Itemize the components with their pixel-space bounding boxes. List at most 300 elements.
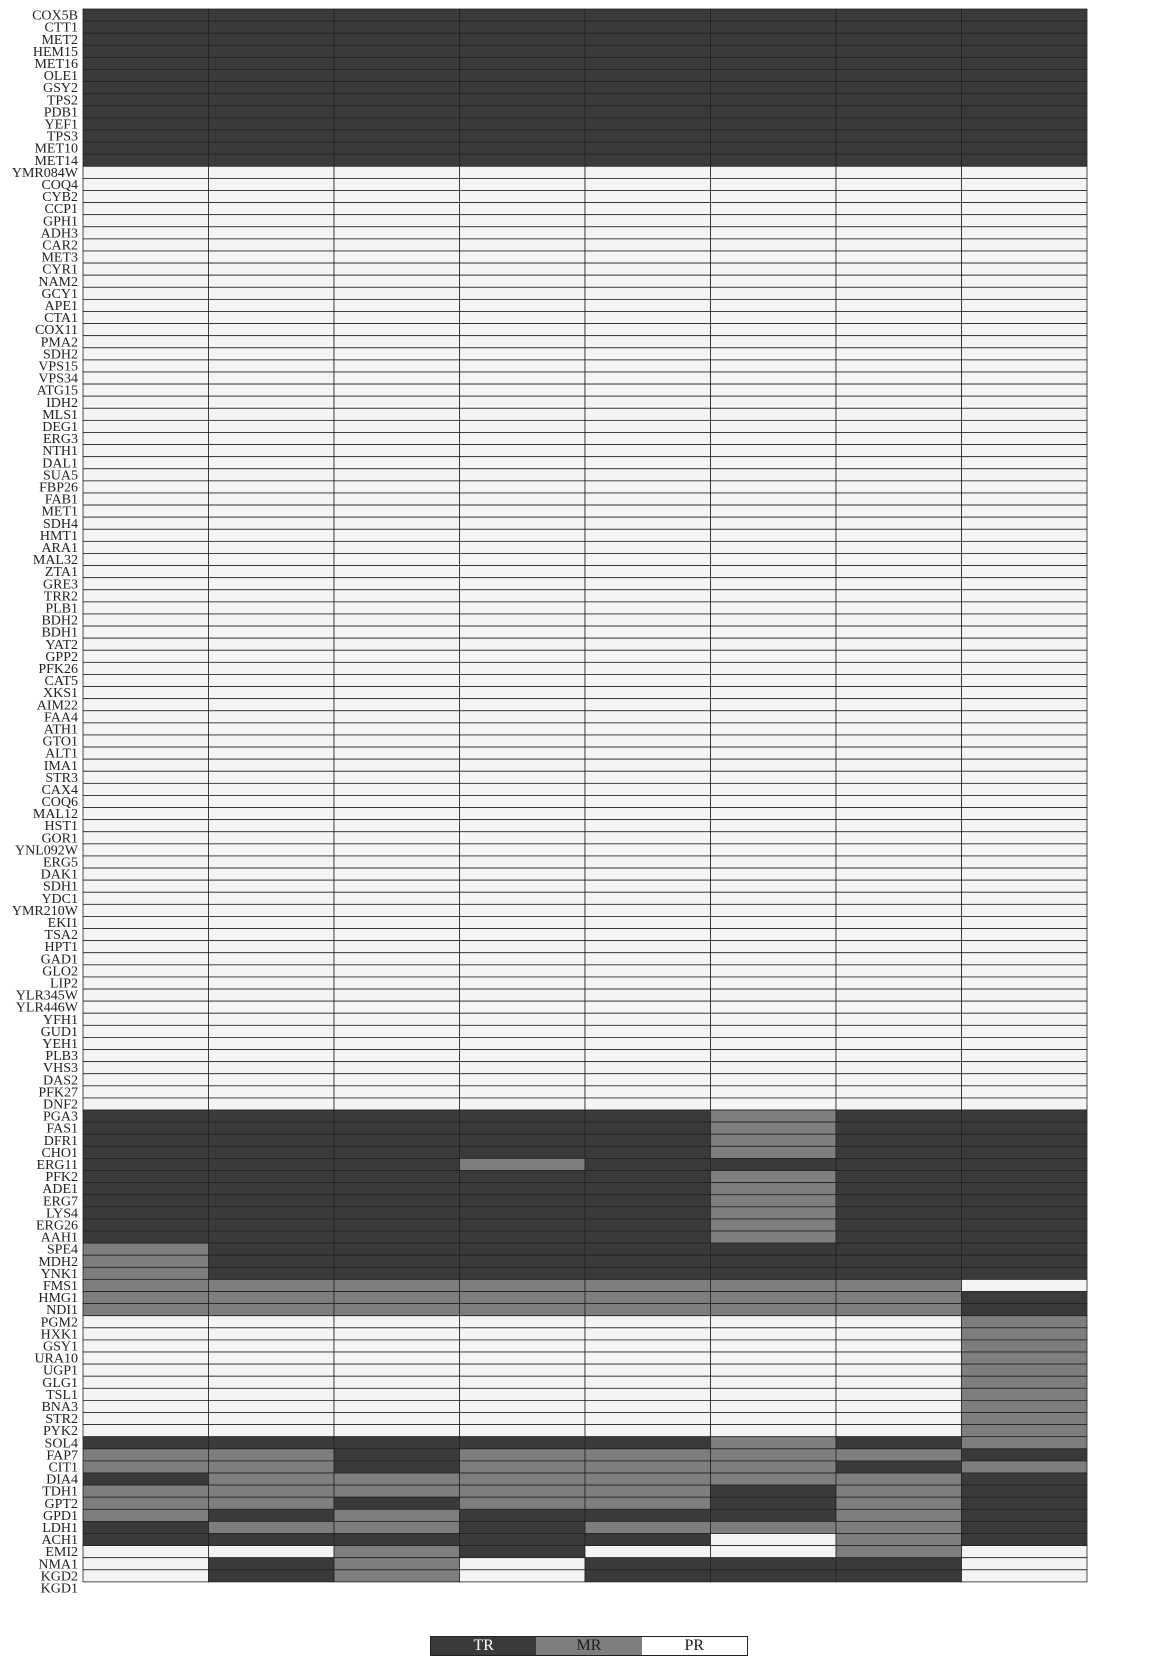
heatmap-cell <box>334 626 460 638</box>
heatmap-cell <box>209 432 335 444</box>
heatmap-cell <box>334 94 460 106</box>
heatmap-cell <box>334 1558 460 1570</box>
heatmap-cell <box>836 372 962 384</box>
heatmap-cell <box>711 1037 837 1049</box>
heatmap-cell <box>962 1050 1088 1062</box>
heatmap-cell <box>711 1013 837 1025</box>
heatmap-cell <box>585 505 711 517</box>
heatmap-cell <box>962 481 1088 493</box>
heatmap-cell <box>585 578 711 590</box>
heatmap-cell <box>585 227 711 239</box>
heatmap-cell <box>83 1364 209 1376</box>
heatmap-cell <box>585 868 711 880</box>
heatmap-cell <box>836 445 962 457</box>
heatmap-cell <box>83 311 209 323</box>
heatmap-cell <box>460 408 586 420</box>
heatmap-cell <box>836 808 962 820</box>
heatmap-cell <box>836 1255 962 1267</box>
heatmap-cell <box>334 1279 460 1291</box>
row-label: MET10 <box>34 141 78 157</box>
heatmap-cell <box>460 517 586 529</box>
heatmap-cell <box>711 1207 837 1219</box>
heatmap-cell <box>585 929 711 941</box>
heatmap-cell <box>962 1001 1088 1013</box>
heatmap-cell <box>836 929 962 941</box>
heatmap-cell <box>836 154 962 166</box>
row-label: YMR210W <box>11 903 78 919</box>
heatmap-cell <box>836 106 962 118</box>
heatmap-cell <box>83 1279 209 1291</box>
heatmap-cell <box>836 311 962 323</box>
heatmap-cell <box>209 215 335 227</box>
heatmap-cell <box>711 384 837 396</box>
heatmap-cell <box>209 1352 335 1364</box>
heatmap-cell <box>334 1437 460 1449</box>
row-label: YAT2 <box>45 637 78 653</box>
heatmap-cell <box>209 1195 335 1207</box>
heatmap-cell <box>836 1546 962 1558</box>
heatmap-cell <box>711 481 837 493</box>
row-label: MET16 <box>34 56 78 72</box>
heatmap-cell <box>460 1570 586 1582</box>
row-label: COQ4 <box>41 177 78 193</box>
heatmap-cell <box>962 674 1088 686</box>
row-label: DNF2 <box>42 1097 78 1113</box>
heatmap-cell <box>460 783 586 795</box>
row-label: GTO1 <box>42 734 78 750</box>
row-label: STR3 <box>45 770 78 786</box>
heatmap-cell <box>962 808 1088 820</box>
heatmap-cell <box>585 118 711 130</box>
heatmap-cell <box>962 904 1088 916</box>
heatmap-cell <box>460 1110 586 1122</box>
heatmap-cell <box>962 324 1088 336</box>
heatmap-cell <box>585 1231 711 1243</box>
heatmap-cell <box>460 1558 586 1570</box>
heatmap-cell <box>209 408 335 420</box>
heatmap-cell <box>460 457 586 469</box>
heatmap-cell <box>585 844 711 856</box>
heatmap-cell <box>962 154 1088 166</box>
heatmap-cell <box>83 33 209 45</box>
row-label: HXK1 <box>40 1327 78 1343</box>
heatmap-cell <box>460 1376 586 1388</box>
heatmap-cell <box>334 1195 460 1207</box>
heatmap-cell <box>962 1255 1088 1267</box>
heatmap-cell <box>83 989 209 1001</box>
heatmap-cell <box>209 626 335 638</box>
heatmap-cell <box>209 832 335 844</box>
heatmap-cell <box>460 1546 586 1558</box>
heatmap-cell <box>334 1171 460 1183</box>
heatmap-cell <box>585 759 711 771</box>
heatmap-cell <box>962 662 1088 674</box>
heatmap-cell <box>83 614 209 626</box>
heatmap-cell <box>334 566 460 578</box>
heatmap-cell <box>83 626 209 638</box>
heatmap-cell <box>711 505 837 517</box>
heatmap-cell <box>711 723 837 735</box>
heatmap-cell <box>711 94 837 106</box>
heatmap-cell <box>334 638 460 650</box>
heatmap-cell <box>836 1304 962 1316</box>
heatmap-cell <box>460 396 586 408</box>
row-label: ADH3 <box>40 226 78 242</box>
heatmap-cell <box>962 1267 1088 1279</box>
row-label: DEG1 <box>42 419 78 435</box>
heatmap-cell <box>836 57 962 69</box>
row-label: PGM2 <box>40 1315 78 1331</box>
heatmap-cell <box>836 130 962 142</box>
heatmap-cell <box>711 759 837 771</box>
heatmap-cell <box>334 1534 460 1546</box>
heatmap-cell <box>209 638 335 650</box>
row-label: GPD1 <box>42 1508 78 1524</box>
heatmap-cell <box>209 1292 335 1304</box>
heatmap-cell <box>460 747 586 759</box>
heatmap-cell <box>83 166 209 178</box>
heatmap-cell <box>585 820 711 832</box>
heatmap-cell <box>711 517 837 529</box>
heatmap-cell <box>585 106 711 118</box>
heatmap-cell <box>962 1485 1088 1497</box>
row-label: GUD1 <box>40 1024 78 1040</box>
heatmap-cell <box>334 856 460 868</box>
heatmap-cell <box>83 360 209 372</box>
heatmap-cell <box>836 118 962 130</box>
heatmap-cell <box>460 203 586 215</box>
heatmap-cell <box>460 9 586 21</box>
heatmap-cell <box>334 263 460 275</box>
heatmap-cell <box>334 251 460 263</box>
heatmap-cell <box>711 783 837 795</box>
heatmap-cell <box>83 929 209 941</box>
heatmap-cell <box>585 941 711 953</box>
heatmap-cell <box>711 1534 837 1546</box>
row-label: DIA4 <box>46 1472 78 1488</box>
row-label: BDH2 <box>41 613 78 629</box>
heatmap-cell <box>460 989 586 1001</box>
heatmap-cell <box>836 1086 962 1098</box>
heatmap-cell <box>209 336 335 348</box>
heatmap-cell <box>585 251 711 263</box>
heatmap-cell <box>460 614 586 626</box>
heatmap-cell <box>962 118 1088 130</box>
heatmap-cell <box>460 1437 586 1449</box>
heatmap-cell <box>711 868 837 880</box>
heatmap-cell <box>836 1134 962 1146</box>
heatmap-cell <box>585 1413 711 1425</box>
heatmap-cell <box>711 1376 837 1388</box>
heatmap-cell <box>334 69 460 81</box>
heatmap-cell <box>83 795 209 807</box>
heatmap-cell <box>962 1074 1088 1086</box>
heatmap-cell <box>585 662 711 674</box>
heatmap-cell <box>962 287 1088 299</box>
row-label: CHO1 <box>41 1145 78 1161</box>
heatmap-cell <box>209 1255 335 1267</box>
heatmap-cell <box>460 432 586 444</box>
heatmap-cell <box>334 553 460 565</box>
heatmap-cell <box>585 1267 711 1279</box>
heatmap-cell <box>460 154 586 166</box>
heatmap-cell <box>460 856 586 868</box>
heatmap-cell <box>334 735 460 747</box>
heatmap-cell <box>334 529 460 541</box>
row-label: PFK27 <box>38 1085 78 1101</box>
heatmap-cell <box>585 1388 711 1400</box>
heatmap-cell <box>711 1400 837 1412</box>
heatmap-cell <box>962 493 1088 505</box>
heatmap-cell <box>83 759 209 771</box>
heatmap-cell <box>83 1050 209 1062</box>
heatmap-cell <box>460 904 586 916</box>
heatmap-cell <box>836 493 962 505</box>
heatmap-cell <box>460 287 586 299</box>
heatmap-cell <box>83 1267 209 1279</box>
heatmap-cell <box>585 1219 711 1231</box>
heatmap-cell <box>334 541 460 553</box>
heatmap-cell <box>460 1134 586 1146</box>
heatmap-cell <box>334 1461 460 1473</box>
row-label: TPS3 <box>46 129 78 145</box>
row-label: VPS15 <box>38 359 78 375</box>
heatmap-cell <box>460 1098 586 1110</box>
heatmap-cell <box>209 1437 335 1449</box>
heatmap-cell <box>836 965 962 977</box>
heatmap-cell <box>334 904 460 916</box>
heatmap-cell <box>836 239 962 251</box>
heatmap-cell <box>83 1207 209 1219</box>
heatmap-cell <box>585 166 711 178</box>
heatmap-cell <box>711 892 837 904</box>
heatmap-cell <box>460 94 586 106</box>
row-label: CTT1 <box>44 20 78 36</box>
heatmap-cell <box>209 324 335 336</box>
heatmap-cell <box>334 1037 460 1049</box>
heatmap-cell <box>962 94 1088 106</box>
heatmap-cell <box>836 590 962 602</box>
row-label: PLB1 <box>45 601 78 617</box>
heatmap-cell <box>209 178 335 190</box>
row-label: YLR446W <box>15 1000 78 1016</box>
heatmap-cell <box>460 1037 586 1049</box>
heatmap-cell <box>962 57 1088 69</box>
heatmap-cell <box>83 215 209 227</box>
heatmap-cell <box>460 348 586 360</box>
row-label: ERG11 <box>36 1158 78 1174</box>
row-label: SPE4 <box>46 1242 78 1258</box>
heatmap-cell <box>460 699 586 711</box>
heatmap-cell <box>83 662 209 674</box>
heatmap-cell <box>585 299 711 311</box>
heatmap-cell <box>836 1388 962 1400</box>
heatmap-cell <box>962 408 1088 420</box>
heatmap-cell <box>836 735 962 747</box>
row-label: HMT1 <box>39 528 78 544</box>
heatmap-cell <box>209 1098 335 1110</box>
heatmap-cell <box>209 566 335 578</box>
heatmap-cell <box>83 1074 209 1086</box>
heatmap-cell <box>711 1171 837 1183</box>
heatmap-cell <box>460 130 586 142</box>
heatmap-cell <box>962 469 1088 481</box>
heatmap-cell <box>585 130 711 142</box>
heatmap-cell <box>962 578 1088 590</box>
heatmap-cell <box>585 1340 711 1352</box>
heatmap-cell <box>962 396 1088 408</box>
heatmap-cell <box>209 1340 335 1352</box>
heatmap-cell <box>334 118 460 130</box>
heatmap-cell <box>460 1521 586 1533</box>
heatmap-cell <box>962 21 1088 33</box>
heatmap-cell <box>836 1037 962 1049</box>
heatmap-cell <box>460 21 586 33</box>
heatmap-cell <box>209 808 335 820</box>
heatmap-cell <box>460 832 586 844</box>
heatmap-cell <box>836 1292 962 1304</box>
heatmap-cell <box>585 1425 711 1437</box>
heatmap-cell <box>585 892 711 904</box>
heatmap-cell <box>962 1316 1088 1328</box>
heatmap-cell <box>83 1231 209 1243</box>
heatmap-cell <box>460 1255 586 1267</box>
heatmap-cell <box>711 360 837 372</box>
heatmap-cell <box>83 783 209 795</box>
row-label: DFR1 <box>43 1133 78 1149</box>
heatmap-cell <box>460 324 586 336</box>
heatmap-cell <box>460 590 586 602</box>
row-label: NDI1 <box>46 1303 78 1319</box>
heatmap-cell <box>209 1449 335 1461</box>
row-label: FAP7 <box>46 1448 78 1464</box>
heatmap-cell <box>836 420 962 432</box>
heatmap-cell <box>334 1231 460 1243</box>
row-label: PFK2 <box>45 1170 78 1186</box>
heatmap-cell <box>460 1001 586 1013</box>
heatmap-cell <box>83 493 209 505</box>
heatmap-cell <box>585 614 711 626</box>
heatmap-cell <box>83 856 209 868</box>
heatmap-cell <box>836 396 962 408</box>
row-label: CAT5 <box>44 674 78 690</box>
heatmap-cell <box>209 723 335 735</box>
heatmap-cell <box>962 1279 1088 1291</box>
heatmap-cell <box>711 1025 837 1037</box>
heatmap-cell <box>334 396 460 408</box>
heatmap-cell <box>836 1062 962 1074</box>
row-label: PYK2 <box>42 1424 78 1440</box>
row-label: AIM22 <box>36 698 78 714</box>
heatmap-cell <box>83 517 209 529</box>
heatmap-cell <box>460 299 586 311</box>
heatmap-cell <box>962 1207 1088 1219</box>
heatmap-cell <box>962 372 1088 384</box>
row-label: HPT1 <box>44 940 78 956</box>
heatmap-cell <box>836 723 962 735</box>
heatmap-cell <box>334 578 460 590</box>
heatmap-cell <box>334 771 460 783</box>
heatmap-cell <box>460 360 586 372</box>
row-label: PMA2 <box>40 335 78 351</box>
heatmap-cell <box>836 989 962 1001</box>
heatmap-cell <box>711 1098 837 1110</box>
heatmap-cell <box>334 1413 460 1425</box>
heatmap-cell <box>836 1279 962 1291</box>
heatmap-cell <box>836 904 962 916</box>
heatmap-cell <box>711 251 837 263</box>
heatmap-cell <box>711 493 837 505</box>
heatmap-cell <box>962 360 1088 372</box>
heatmap-cell <box>83 771 209 783</box>
heatmap-cell <box>711 1122 837 1134</box>
row-label: TSA2 <box>44 928 78 944</box>
row-label: NMA1 <box>38 1557 78 1573</box>
heatmap-cell <box>711 239 837 251</box>
heatmap-cell <box>334 82 460 94</box>
heatmap-cell <box>460 1449 586 1461</box>
heatmap-cell <box>83 106 209 118</box>
heatmap-cell <box>209 1025 335 1037</box>
heatmap-cell <box>962 929 1088 941</box>
heatmap-cell <box>83 1546 209 1558</box>
heatmap-cell <box>836 1521 962 1533</box>
heatmap-cell <box>209 904 335 916</box>
heatmap-cell <box>711 45 837 57</box>
heatmap-cell <box>83 1037 209 1049</box>
row-label: IMA1 <box>43 758 78 774</box>
heatmap-cell <box>836 820 962 832</box>
row-label: CTA1 <box>44 311 78 327</box>
heatmap-cell <box>83 1400 209 1412</box>
heatmap-cell <box>962 820 1088 832</box>
row-label: BNA3 <box>41 1400 78 1416</box>
heatmap-cell <box>83 650 209 662</box>
row-label: CYB2 <box>42 190 78 206</box>
heatmap-cell <box>334 33 460 45</box>
heatmap-cell <box>962 844 1088 856</box>
heatmap-cell <box>585 1364 711 1376</box>
heatmap-cell <box>585 1570 711 1582</box>
heatmap-cell <box>209 1364 335 1376</box>
heatmap-cell <box>711 553 837 565</box>
heatmap-cell <box>460 1534 586 1546</box>
heatmap-cell <box>83 977 209 989</box>
heatmap-cell <box>334 1050 460 1062</box>
heatmap-cell <box>962 1546 1088 1558</box>
heatmap-cell <box>711 1340 837 1352</box>
heatmap-cell <box>334 1304 460 1316</box>
heatmap-cell <box>962 203 1088 215</box>
row-label: COX5B <box>32 8 78 24</box>
heatmap-cell <box>836 1267 962 1279</box>
heatmap-cell <box>209 941 335 953</box>
heatmap-cell <box>836 856 962 868</box>
heatmap-cell <box>585 880 711 892</box>
heatmap-cell <box>585 1449 711 1461</box>
row-label: TPS2 <box>46 93 78 109</box>
heatmap-cell <box>209 553 335 565</box>
heatmap-cell <box>83 130 209 142</box>
heatmap-cell <box>585 493 711 505</box>
heatmap-cell <box>460 844 586 856</box>
row-label: FAA4 <box>44 710 78 726</box>
heatmap-cell <box>836 687 962 699</box>
heatmap-cell <box>836 1400 962 1412</box>
heatmap-cell <box>711 1449 837 1461</box>
heatmap-cell <box>209 868 335 880</box>
heatmap-cell <box>334 360 460 372</box>
